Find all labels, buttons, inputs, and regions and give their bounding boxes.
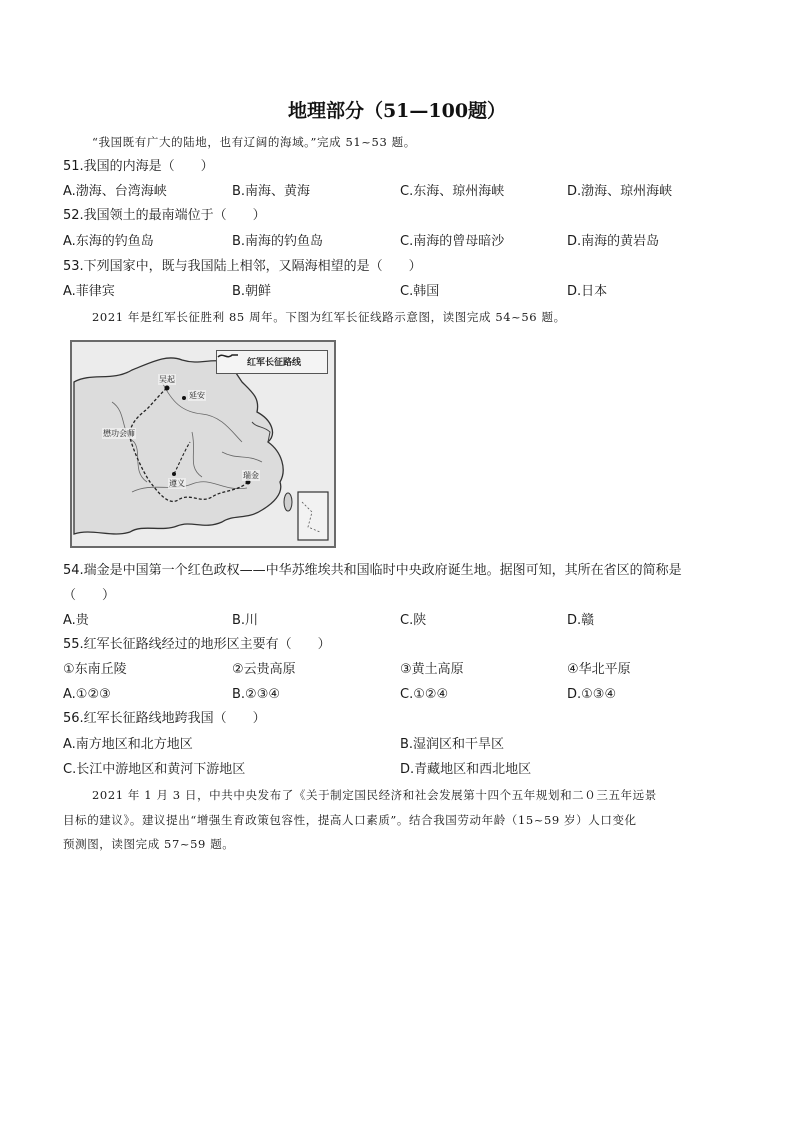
q51-option-a: A.渤海、台湾海峡 — [63, 184, 167, 199]
q56-option-c: C.长江中游地区和黄河下游地区 — [63, 762, 246, 777]
map-label-zunyi: 遵义 — [169, 479, 185, 488]
intro-57-59-line2: 目标的建议》。建议提出“增强生育政策包容性，提高人口素质”。结合我国劳动年龄（15~59 岁）人口变化 — [63, 813, 637, 827]
q55-item-3: ③黄土高原 — [400, 662, 464, 677]
question-53-stem: 53.下列国家中，既与我国陆上相邻，又隔海相望的是（ ） — [63, 259, 422, 274]
q52-option-d: D.南海的黄岩岛 — [567, 234, 660, 249]
q56-option-b: B.湿润区和干旱区 — [400, 737, 505, 752]
q55-option-a: A.①②③ — [63, 687, 111, 702]
route-legend-icon — [217, 351, 239, 361]
question-54-stem: 54.瑞金是中国第一个红色政权——中华苏维埃共和国临时中央政府诞生地。据图可知，其所在省区的简称是 — [63, 563, 682, 578]
map-legend — [216, 350, 328, 374]
q51-option-c: C.东海、琼州海峡 — [400, 184, 505, 199]
intro-57-59-line3: 预测图，读图完成 57~59 题。 — [63, 837, 235, 851]
q52-option-b: B.南海的钓鱼岛 — [232, 234, 324, 249]
map-label-maogong: 懋功会师 — [103, 429, 135, 438]
q54-option-a: A.贵 — [63, 613, 89, 628]
q53-option-b: B.朝鲜 — [232, 284, 272, 299]
map-label-yanan: 延安 — [189, 391, 205, 400]
intro-51-53: “我国既有广大的陆地，也有辽阔的海域。”完成 51~53 题。 — [92, 135, 416, 149]
question-55-stem: 55.红军长征路线经过的地形区主要有（ ） — [63, 637, 331, 652]
q55-item-1: ①东南丘陵 — [63, 662, 127, 677]
question-51-stem: 51.我国的内海是（ ） — [63, 159, 214, 174]
q51-option-d: D.渤海、琼州海峡 — [567, 184, 673, 199]
map-label-ruijin: 瑞金 — [243, 471, 259, 480]
q51-option-b: B.南海、黄海 — [232, 184, 311, 199]
q52-option-c: C.南海的曾母暗沙 — [400, 234, 505, 249]
q55-item-4: ④华北平原 — [567, 662, 631, 677]
q54-option-b: B.川 — [232, 613, 259, 628]
intro-54-56: 2021 年是红军长征胜利 85 周年。下图为红军长征线路示意图，读图完成 54~56 题。 — [92, 310, 566, 324]
q53-option-d: D.日本 — [567, 284, 608, 299]
q56-option-d: D.青藏地区和西北地区 — [400, 762, 532, 777]
question-52-stem: 52.我国领土的最南端位于（ ） — [63, 208, 266, 223]
question-56-stem: 56.红军长征路线地跨我国（ ） — [63, 711, 266, 726]
map-label-wuqi: 吴起 — [159, 375, 175, 384]
q52-option-a: A.东海的钓鱼岛 — [63, 234, 154, 249]
q53-option-a: A.菲律宾 — [63, 284, 115, 299]
question-54-paren: （ ） — [63, 588, 116, 603]
q56-option-a: A.南方地区和北方地区 — [63, 737, 193, 752]
long-march-route-map — [70, 340, 336, 548]
legend-text: 红军长征路线 — [247, 358, 302, 368]
q55-option-b: B.②③④ — [232, 687, 281, 702]
q54-option-c: C.陕 — [400, 613, 427, 628]
intro-57-59-line1: 2021 年 1 月 3 日，中共中央发布了《关于制定国民经济和社会发展第十四个五年规划和二０三五年远景 — [92, 788, 657, 802]
section-title: 地理部分（51—100题） — [287, 100, 507, 122]
q55-option-d: D.①③④ — [567, 687, 617, 702]
q55-item-2: ②云贵高原 — [232, 662, 296, 677]
q53-option-c: C.韩国 — [400, 284, 440, 299]
q55-option-c: C.①②④ — [400, 687, 449, 702]
q54-option-d: D.赣 — [567, 613, 595, 628]
